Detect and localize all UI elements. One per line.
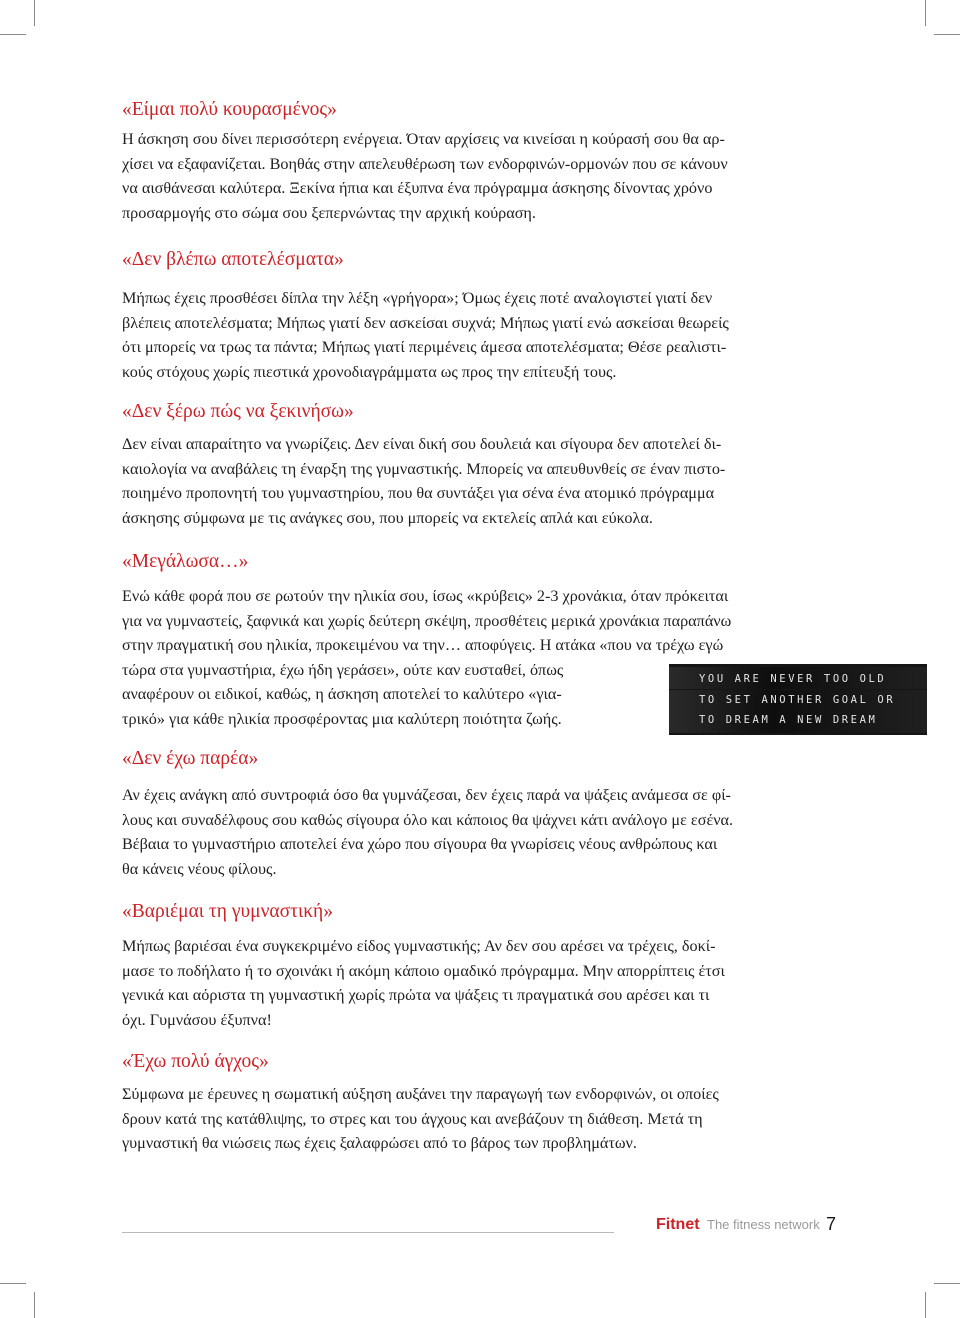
section-paragraph: Η άσκηση σου δίνει περισσότερη ενέργεια. Όταν αρχίσεις να κινείσαι η κούρασή σου θα αρ- χίσει να εξαφανίζεται. Βοηθάς στην απελευθέρωση των ενδορφινών-ορμονών που σε κάνουν να αισθάνεσαι καλύτερα. Ξεκίνα ήπια και έξυπνα ένα πρόγραμμα άσκησης δίνοντας χρόνο προσαρμογής στο σώμα σου ξεπερνώντας την αρχική κούραση. (122, 130, 728, 222)
crop-mark (925, 1292, 926, 1318)
section-bored (122, 900, 840, 1032)
motivational-poster-image (669, 664, 927, 735)
crop-mark (34, 0, 35, 26)
section-no-results (122, 248, 840, 384)
page-number: 7 (826, 1214, 837, 1234)
crop-mark (34, 1292, 35, 1318)
section-heading: «Δεν έχω παρέα» (122, 748, 259, 769)
section-paragraph: Αν έχεις ανάγκη από συντροφιά όσο θα γυμνάζεσαι, δεν έχεις παρά να ψάξεις ανάμεσα σε φί- λους και συναδέλφους σου καθώς σίγουρα όλο και κάποιος θα ψάχνει κάτι ανάλογο με εσένα. Βέβαια το γυμναστήριο αποτελεί ένα χώρο που σίγουρα θα γνωρίσεις νέους ανθρώπους και θα κάνεις νέους φίλους. (122, 786, 734, 878)
crop-mark (925, 0, 926, 26)
section-heading: «Βαριέμαι τη γυμναστική» (122, 901, 333, 922)
section-paragraph: Μήπως βαριέσαι ένα συγκεκριμένο είδος γυμναστικής; Αν δεν σου αρέσει να τρέχεις, δοκί- μασε το ποδήλατο ή το σχοινάκι ή ακόμη κάποιο ομαδικό πρόγραμμα. Μην απορρίπτεις έτσι γενικά και αόριστα τη γυμναστική χωρίς πρώτα να ψάξεις τι πραγματικά σου αρέσει και τι όχι. Γυμνάσου έξυπνα! (122, 937, 725, 1029)
poster-line: YOU ARE NEVER TOO OLD (699, 673, 887, 685)
brand-tagline: The fitness network (707, 1217, 820, 1232)
footer-divider (122, 1232, 614, 1233)
footer-brand (656, 1216, 820, 1234)
crop-mark (0, 1283, 26, 1284)
brand-logo: Fitnet (656, 1216, 700, 1233)
section-heading: «Μεγάλωσα…» (122, 551, 249, 572)
section-paragraph-wrap: τώρα στα γυμναστήρια, έχω ήδη γεράσει», ούτε καν ευσταθεί, όπως αναφέρουν οι ειδικοί, καθώς, η άσκηση αποτελεί το καλύτερο «για- τρικό» για κάθε ηλικία προσφέροντας μια καλύτερη ποιότητα ζωής. (122, 660, 564, 728)
section-stress (122, 1050, 840, 1156)
section-heading: «Δεν ξέρω πώς να ξεκινήσω» (122, 401, 354, 422)
section-paragraph: Ενώ κάθε φορά που σε ρωτούν την ηλικία σου, ίσως «κρύβεις» 2-3 χρονάκια, όταν πρόκειται για να γυμναστείς, ξαφνικά και χωρίς δεύτερη σκέψη, προσθέτεις μερικά χρονάκια παραπάνω στην πραγματική σου ηλικία, προκειμένου να την… αποφύγεις. Η ατάκα «που να τρέχω εγώ (122, 587, 732, 654)
section-paragraph: Μήπως έχεις προσθέσει δίπλα την λέξη «γρήγορα»; Όμως έχεις ποτέ αναλογιστεί γιατί δεν βλέπεις αποτελέσματα; Μήπως γιατί δεν ασκείσαι συχνά; Μήπως γιατί ενώ ασκείσαι θεωρείς ότι μπορείς να τρως τα πάντα; Μήπως γιατί περιμένεις άμεσα αποτελέσματα; Θέσε ρεαλιστι- κούς στόχους χωρίς πιεστικά χρονοδιαγράμματα ως προς την επίτευξή τους. (122, 289, 729, 381)
section-heading: «Έχω πολύ άγχος» (122, 1051, 269, 1072)
section-heading: «Είμαι πολύ κουρασμένος» (122, 99, 337, 120)
section-paragraph: Σύμφωνα με έρευνες η σωματική αύξηση αυξάνει την παραγωγή των ενδορφινών, οι οποίες δρουν κατά της κατάθλιψης, το στρες και του άγχους και ανεβάζουν τη διάθεση. Μετά τη γυμναστική θα νιώσεις πως έχεις ξαλαφρώσει από το βάρος των προβλημάτων. (122, 1085, 719, 1152)
crop-mark (934, 1283, 960, 1284)
section-how-to-start (122, 400, 840, 530)
poster-line: TO DREAM A NEW DREAM (699, 714, 878, 726)
section-paragraph: Δεν είναι απαραίτητο να γνωρίζεις. Δεν είναι δική σου δουλειά και σίγουρα δεν αποτελεί δι- καιολογία να αναβάλεις τη έναρξη της γυμναστικής. Μπορείς να απευθυνθείς σε έναν πιστο- ποιημένο προπονητή του γυμναστηρίου, που θα συντάξει για σένα ένα ατομικό πρόγραμμα άσκησης σύμφωνα με τις ανάγκες σου, που μπορείς να εκτελείς απλά και εύκολα. (122, 435, 726, 527)
section-no-company (122, 747, 840, 881)
section-tired (122, 98, 840, 225)
crop-mark (0, 34, 26, 35)
section-heading: «Δεν βλέπω αποτελέσματα» (122, 249, 344, 270)
crop-mark (934, 34, 960, 35)
poster-line: TO SET ANOTHER GOAL OR (699, 694, 896, 706)
